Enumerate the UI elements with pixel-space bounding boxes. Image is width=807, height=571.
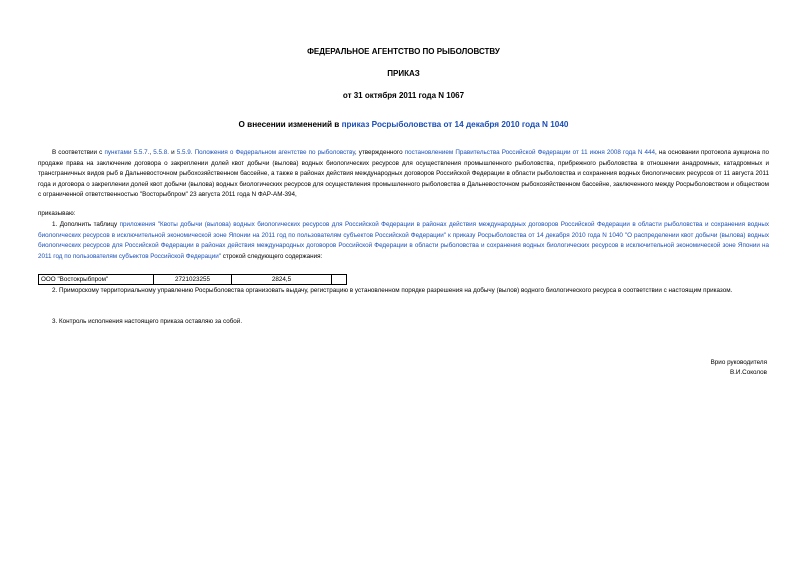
title-link[interactable]: приказ Росрыболовства от 14 декабря 2010 года N 1040 — [341, 120, 569, 129]
signatory-position: Врио руководителя — [710, 359, 767, 366]
preamble-paragraph — [38, 148, 769, 201]
item-1-paragraph — [38, 220, 769, 262]
signatory-name: В.И.Соколов — [729, 369, 767, 376]
preamble-text-3: и — [168, 149, 177, 156]
item-3-paragraph — [38, 317, 438, 328]
item-2-text: 2. Приморскому территориальному управлению Росрыболовства организовать выдачу, регистрацию в установленном порядке разрешения на добычу (вылов) водного биологического ресурса в соответствии с настоящим приказом. — [52, 287, 733, 294]
link-item-5-5-7[interactable]: пунктами 5.5.7. — [104, 149, 150, 156]
quota-table — [38, 274, 347, 285]
volume-cell: 2824,5 — [232, 275, 332, 285]
item-3-text: 3. Контроль исполнения настоящего приказа оставляю за собой. — [52, 318, 243, 325]
link-government-decree[interactable]: постановлением Правительства Российской Федерации от 11 июня 2008 года N 444 — [404, 149, 656, 156]
empty-cell — [332, 275, 347, 285]
agency-heading: ФЕДЕРАЛЬНОЕ АГЕНТСТВО ПО РЫБОЛОВСТВУ — [307, 47, 500, 56]
preamble-text-4: , утвержденного — [354, 149, 405, 156]
doc-type-heading: ПРИКАЗ — [387, 69, 420, 78]
preamble-text-5: , на основании протокола аукциона по продаже права на заключение договора о закреплении долей квот добычи (вылова) водных биологических ресурсов для осуществления промышленного рыболовства, прибрежного рыболовства в отношении анадромных, катадромных и трансграничных видов рыб в Дальневосточном рыбохозяйственном бассейне, а также в районах действия международных договоров Российской Федерации в области рыболовства и сохранения водных биологических ресурсов от 11 августа 2011 года и договора о закреплении долей квот добычи (вылова) водных биологических ресурсов для осуществления промышленного рыболовства в Дальневосточном рыбохозяйственном бассейне, заключенного между Росрыболовством и обществом с ограниченной ответственностью "Восторыбпром" 23 августа 2011 года N ФАР-АМ-394, — [38, 149, 770, 199]
link-item-5-5-8[interactable]: 5.5.8. — [153, 149, 169, 156]
orders-line: приказываю: — [38, 210, 76, 217]
inn-cell: 2721023255 — [154, 275, 232, 285]
preamble-text-2: , — [149, 149, 154, 156]
table-row — [39, 275, 347, 285]
item-1-text-2: строкой следующего содержания: — [221, 252, 323, 260]
link-item-5-5-9[interactable]: 5.5.9. Положения о Федеральном агентстве по рыболовству — [176, 149, 355, 156]
document-title — [0, 120, 807, 129]
preamble-text-1: В соответствии с — [52, 149, 105, 156]
title-prefix: О внесении изменений в — [238, 120, 342, 129]
item-2-paragraph — [38, 286, 769, 297]
item-1-text-1: 1. Дополнить таблицу — [52, 221, 120, 228]
date-number-heading: от 31 октября 2011 года N 1067 — [342, 91, 465, 100]
link-appendix[interactable]: приложения "Квоты добычи (вылова) водных биологических ресурсов для Российской Федерации в районах действия международных договоров Российской Федерации в области рыболовства и сохранения водных биологических ресурсов в исключительной экономической зоне Японии на 2011 год по пользователям субъектов Российской Федерации" к приказу Росрыболовства от 14 декабря 2010 года N 1040 "О распределении квот добычи (вылова) водных биологических ресурсов для Российской Федерации в районах действия международных договоров Российской Федерации в области рыболовства и сохранения водных биологических ресурсов в исключительной экономической зоне Японии на 2011 год по пользователям субъектов Российской Федерации" — [38, 221, 770, 260]
company-cell: ООО "Востокрыбпром" — [39, 275, 154, 285]
